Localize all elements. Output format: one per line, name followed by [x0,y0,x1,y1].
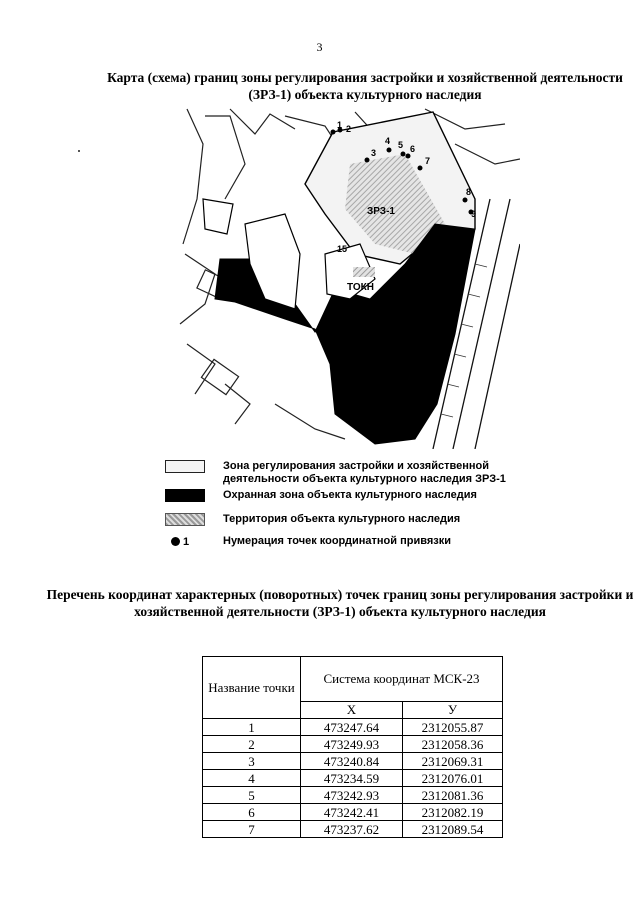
map-point-label: 3 [371,148,377,158]
cell-point-name: 7 [203,821,301,838]
map-point-label: 7 [425,156,431,166]
map-point-label: 6 [410,144,416,154]
cell-point-name: 4 [203,770,301,787]
coordinates-list-title: Перечень координат характерных (поворотных) точек границ зоны регулирования застройки и хозяйственной деятельности (ЗРЗ-1) объекта культурного наследия [46,587,634,619]
cell-y: 2312069.31 [403,753,503,770]
cell-y: 2312081.36 [403,787,503,804]
header-point-name: Название точки [203,657,301,719]
protection-zone-swatch [165,489,205,502]
legend-text: Нумерация точек координатной привязки [223,535,451,547]
map-point-label: 9 [471,209,477,219]
point-dot-icon [171,537,180,546]
cell-x: 473234.59 [301,770,403,787]
legend-item-regulation-zone [165,460,543,486]
header-coordinate-system: Система координат МСК-23 [301,657,503,702]
zone-label: ЗРЗ-1 [367,206,395,217]
table-row [203,787,503,804]
cell-x: 473237.62 [301,821,403,838]
legend-text: Зона регулирования застройки и хозяйственной деятельности объекта культурного наследия ЗРЗ-1 [223,460,506,485]
point-number-marker [165,535,205,548]
table-row [203,821,503,838]
cell-y: 2312058.36 [403,736,503,753]
table-row [203,770,503,787]
cell-point-name: 2 [203,736,301,753]
cell-y: 2312076.01 [403,770,503,787]
cell-x: 473249.93 [301,736,403,753]
scan-speck [78,150,80,152]
cell-y: 2312055.87 [403,719,503,736]
table-row [203,719,503,736]
header-y: У [403,702,503,719]
map-point-label: 1 [337,120,343,130]
coordinates-table [202,656,503,838]
cell-x: 473242.41 [301,804,403,821]
map-point-label: 5 [398,140,404,150]
cell-y: 2312089.54 [403,821,503,838]
legend-item-point-numbering [165,535,451,548]
cell-point-name: 5 [203,787,301,804]
marker-label: 1 [183,535,190,548]
table-row [203,804,503,821]
heritage-territory-swatch [165,513,205,526]
legend-text: Территория объекта культурного наследия [223,513,461,525]
cell-point-name: 3 [203,753,301,770]
cell-x: 473247.64 [301,719,403,736]
map-point-label: 8 [466,187,472,197]
table-row [203,753,503,770]
map-title: Карта (схема) границ зоны регулирования застройки и хозяйственной деятельности (ЗРЗ-1) объекта культурного наследия [107,70,623,102]
cell-y: 2312082.19 [403,804,503,821]
regulation-zone-swatch [165,460,205,473]
table-row [203,736,503,753]
boundary-map [175,104,520,449]
map-point-label: 4 [385,136,391,146]
legend-item-heritage-territory [165,513,460,526]
territory-label: ТОКН [347,282,374,293]
legend-item-protection-zone [165,489,477,502]
map-point-label: 2 [346,124,352,134]
page-number: 3 [316,40,323,54]
cell-point-name: 6 [203,804,301,821]
map-point-label: 15 [337,244,348,254]
legend-text: Охранная зона объекта культурного наследия [223,489,477,501]
header-x: X [301,702,403,719]
cell-x: 473242.93 [301,787,403,804]
cell-x: 473240.84 [301,753,403,770]
cell-point-name: 1 [203,719,301,736]
